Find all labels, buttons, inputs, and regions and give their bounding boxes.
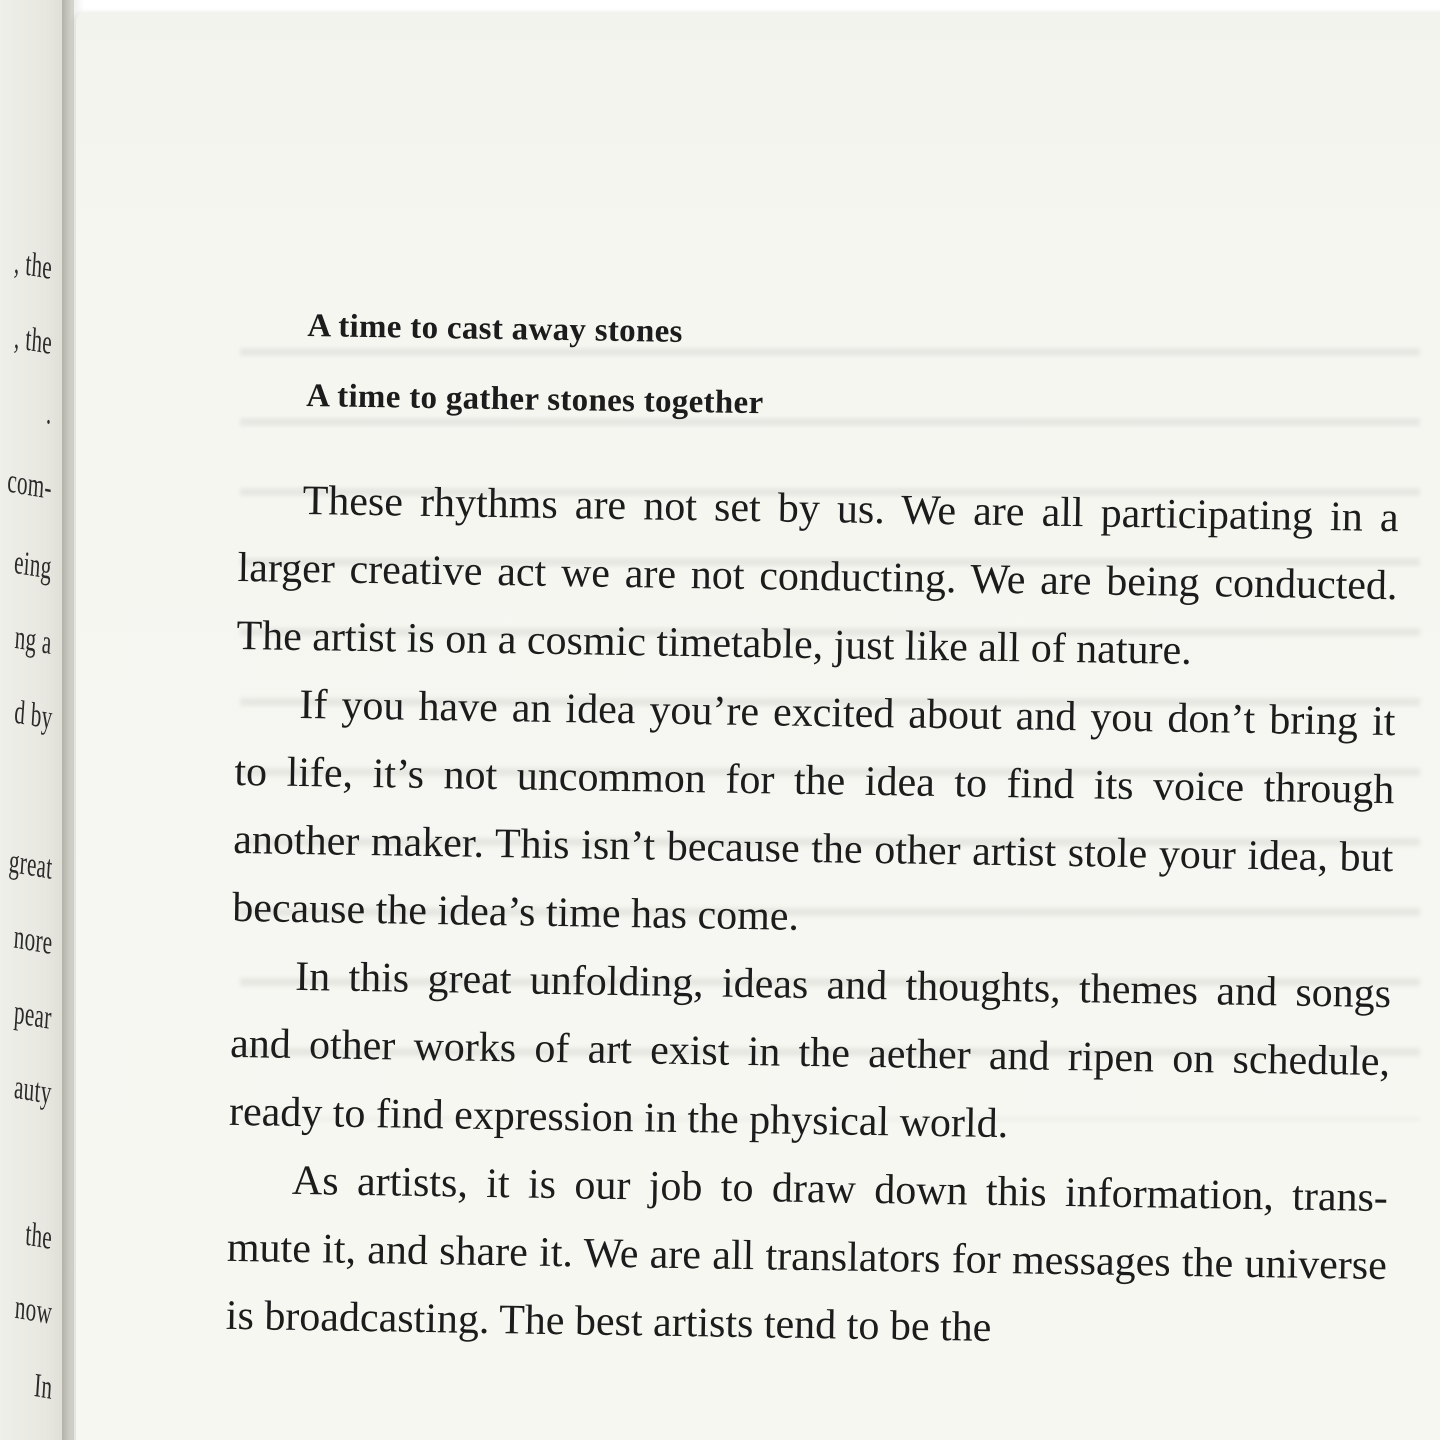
left-page-fragment: , the <box>13 318 54 362</box>
text-line: If you have an idea you’re excited about and you don’t <box>299 681 1256 743</box>
left-page-fragment: . <box>45 394 54 432</box>
left-page-fragment: now <box>13 1288 54 1332</box>
text-line: in a larger creative act we are not conducting. We are being <box>237 494 1399 607</box>
text-line: In this great unfolding, ideas and thoughts, themes and <box>294 953 1278 1016</box>
text-line: through another maker. This isn’t because the other artist <box>232 765 1395 876</box>
text-line: nature. <box>1075 626 1193 674</box>
text-line: schedule, ready to find expression in the physical world. <box>228 1036 1391 1148</box>
left-page-fragment: d by <box>12 693 54 737</box>
text-line: mute it, and share it. We are all translators for messages the <box>226 1224 1234 1287</box>
epigraph-line: A time to gather stones together <box>306 378 764 422</box>
epigraph <box>240 290 1402 448</box>
left-page-fragment: pear <box>13 993 54 1037</box>
body-text <box>225 466 1399 1368</box>
left-page-fragment: com- <box>6 462 54 507</box>
paragraph <box>229 942 1392 1164</box>
epigraph-line: A time to cast away stones <box>307 308 684 350</box>
text-line: stole your idea, but because the idea’s time has come. <box>231 830 1394 940</box>
page-text <box>225 290 1402 1368</box>
paragraph <box>225 1146 1388 1368</box>
left-page-fragment: great <box>7 842 54 887</box>
left-page-fragment: eing <box>13 543 54 587</box>
left-page-fragment: ng a <box>14 618 54 662</box>
text-line: conducted. The artist is on a cosmic timetable, just like all of <box>236 560 1398 672</box>
text-line: As artists, it is our job to draw down this information, trans- <box>291 1157 1389 1222</box>
left-page-fragment: nore <box>12 918 54 962</box>
paragraph <box>232 670 1396 960</box>
left-page-fragment: the <box>24 1215 54 1257</box>
left-page-fragment: In <box>32 1367 54 1407</box>
text-line: universe is broadcasting. The best artists tend to be the <box>225 1240 1388 1351</box>
text-line: songs and other works of art exist in the aether and ripen on <box>229 969 1392 1083</box>
text-line: These rhythms are not set by us. We are all participating <box>302 477 1314 540</box>
left-page-fragment: auty <box>13 1068 54 1112</box>
left-page-fragment: , the <box>13 243 54 287</box>
text-line: bring it to life, it’s not uncommon for the idea to find its voice <box>234 697 1396 811</box>
paragraph <box>236 466 1399 688</box>
